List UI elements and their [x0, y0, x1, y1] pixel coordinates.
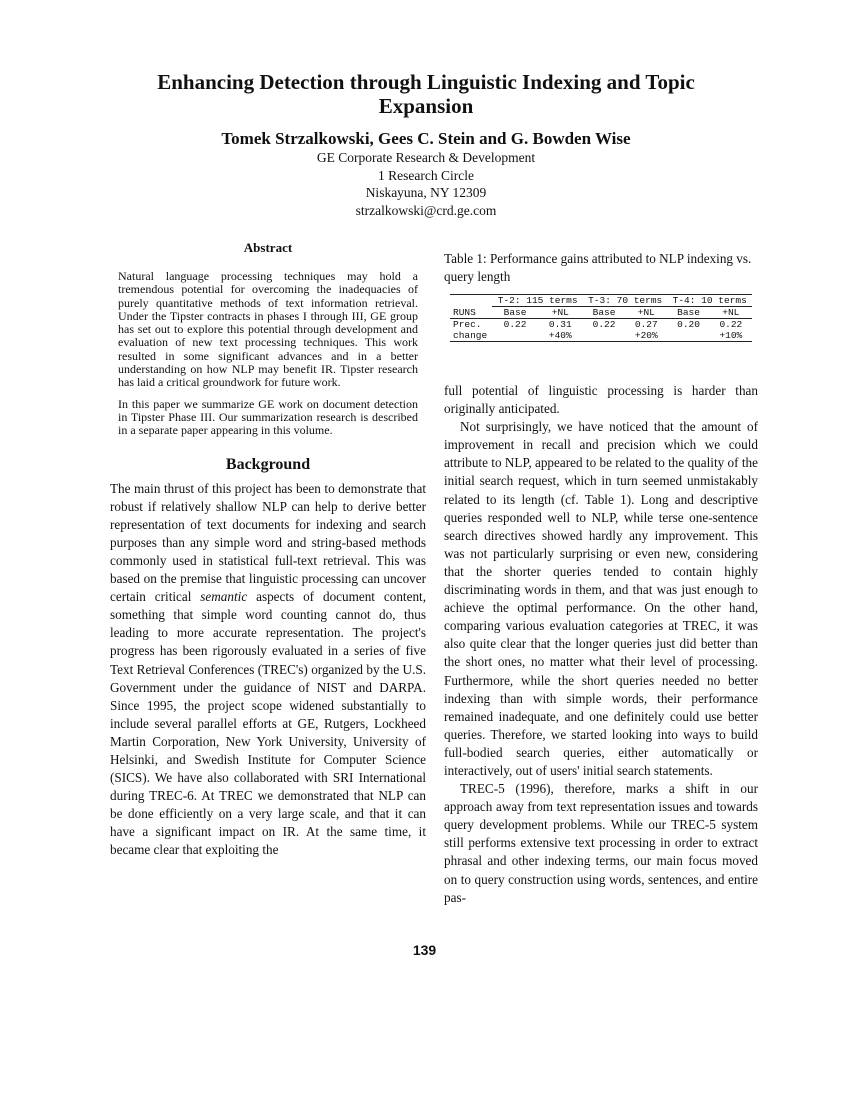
table-cell: +NL	[710, 307, 752, 319]
background-heading: Background	[225, 455, 311, 473]
table-row-change	[450, 330, 752, 342]
table-cell: 0.20	[677, 319, 700, 330]
background-paragraph	[110, 480, 426, 860]
affiliation-street: 1 Research Circle	[378, 167, 474, 183]
author-affiliation	[100, 149, 752, 219]
page-number: 139	[412, 942, 437, 958]
affiliation-city: Niskayuna, NY 12309	[365, 185, 487, 200]
abstract-heading: Abstract	[243, 240, 293, 255]
table-row-runs	[450, 307, 752, 319]
table-cell: change	[450, 330, 492, 342]
abstract-paragraph-2: In this paper we summarize GE work on document detection in Tipster Phase III. Our summarization research is described in a separate paper appearing in this volume.	[118, 396, 418, 438]
table-cell: 0.22	[503, 319, 527, 330]
background-text-a: The main thrust of this project has been to demonstrate that robust if relatively shallow NLP can help to derive better representation of text documents for indexing and search purposes than any simple word and string-based methods commonly used in statistical full-text retrieval. This was based on the premise that linguistic processing can uncover certain critical	[110, 480, 426, 605]
table-cell	[492, 330, 537, 342]
body-paragraph-1: full potential of linguistic processing is harder than originally anticipated.	[444, 383, 758, 417]
table-group-header: T-2: 115 terms	[492, 295, 583, 307]
table-cell: +NL	[625, 307, 667, 319]
paper-title: Enhancing Detection through Linguistic Indexing and Topic Expansion	[157, 70, 695, 118]
table-cell: Base	[667, 307, 709, 319]
table-cell: Base	[583, 307, 625, 319]
table-cell: +10%	[710, 330, 752, 342]
right-column	[444, 250, 758, 907]
table-cell: +20%	[625, 330, 667, 342]
table-cell: 0.22	[592, 319, 616, 330]
table-cell: Prec.	[453, 319, 482, 330]
table-row-prec	[450, 319, 752, 331]
table-corner-cell	[450, 295, 492, 307]
table-cell	[583, 330, 625, 342]
abstract-paragraph-1: Natural language processing techniques may hold a tremendous potential for overcoming the inadequacies of purely quantitative methods of text information retrieval. Under the Tipster contracts in phases I through III, GE group has set out to explore this potential through development and evaluation of new text processing techniques. This work resulted in some significant advances and in a better understanding on how NLP may benefit IR. Tipster research has laid a critical groundwork for future work.	[118, 269, 418, 390]
body-paragraph-3: TREC-5 (1996), therefore, marks a shift in our approach away from text representation issues and towards query development problems. While our TREC-5 system still performs extensive text processing in order to extract phrasal and other indexing terms, our main focus moved on to query construction using words, sentences, and entire pas-	[444, 781, 758, 905]
table-cell: 0.22	[719, 319, 743, 330]
table-cell: RUNS	[450, 307, 492, 319]
paper-authors: Tomek Strzalkowski, Gees C. Stein and G. Bowden Wise	[221, 129, 631, 148]
body-paragraph-2: Not surprisingly, we have noticed that the amount of improvement in recall and precision which we could attribute to NLP, appeared to be related to the quality of the initial search request, which in turn seemed unmistakably related to its length (cf. Table 1). Long and descriptive queries responded well to NLP, while terse one-sentence search directives showed hardly any improvement. This was not particularly surprising or even new, considering that the shorter queries tended to contain highly discriminating words in them, and that was just enough to achieve the optimal performance. On the other hand, comparing various evaluation categories at TREC, it was also quite clear that the longer queries just did better than the short ones, no matter what their level of processing. Furthermore, while the short queries needed no better indexing than with simple words, their performance remained inadequate, and one definitely could use better queries. Therefore, we started looking into ways to build full-bodied search queries, either automatically or interactively, out of users' initial search statements.	[444, 419, 758, 778]
performance-table	[450, 294, 752, 342]
table-cell: Base	[492, 307, 537, 319]
table-group-row	[450, 295, 752, 307]
affiliation-email: strzalkowski@crd.ge.com	[355, 202, 497, 218]
table-cell: 0.31	[548, 319, 572, 330]
table-group-header: T-4: 10 terms	[667, 295, 752, 307]
table-cell	[667, 330, 709, 342]
affiliation-org: GE Corporate Research & Development	[316, 150, 536, 165]
table-cell: +NL	[538, 307, 583, 319]
background-emphasis: semantic	[200, 589, 248, 605]
left-column	[110, 240, 426, 860]
abstract-section	[110, 240, 426, 438]
table-caption: Table 1: Performance gains attributed to NLP indexing vs. query length	[444, 251, 752, 284]
table-cell: 0.27	[634, 319, 658, 330]
table-cell: +40%	[538, 330, 583, 342]
background-text-b: aspects of document content, something that simple word counting cannot do, thus leading to more accurate representation. The project's progress has been rigorously evaluated in a series of five Text Retrieval Conferences (TREC's) organized by the U.S. Government under the guidance of NIST and DARPA. Since 1995, the project scope widened substantially to include several parallel efforts at GE, Rutgers, Lockheed Martin Corporation, New York University, University of Helsinki, and Swedish Institute for Computer Science (SICS). We have also collaborated with SRI International during TREC-6. At TREC we demonstrated that NLP can be done efficiently on a very large scale, and that it can have a significant impact on IR. At the same time, it became clear that exploiting the	[110, 589, 426, 858]
table-group-header: T-3: 70 terms	[583, 295, 668, 307]
